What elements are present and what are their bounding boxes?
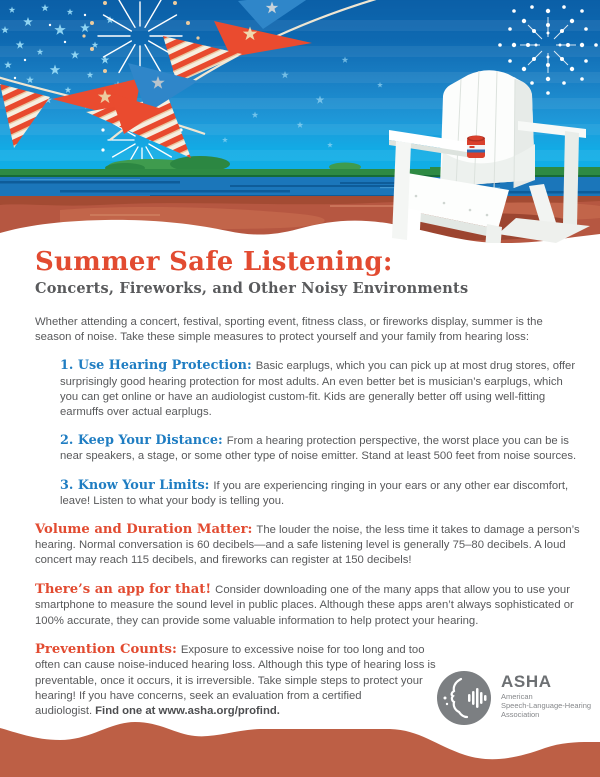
tip-text: From a hearing protection perspective, the worst place you can be is near speakers, a stage, or some other type of noise emitter. Stand at least 500 feet from noise sources. <box>60 435 577 463</box>
tip-know-your-limits <box>60 478 577 509</box>
tip-use-hearing-protection <box>60 358 577 420</box>
page-subtitle: Concerts, Fireworks, and Other Noisy Environments <box>35 280 469 297</box>
section-label: Prevention Counts: <box>35 642 177 658</box>
tip-text: If you are experiencing ringing in your ears or any other ear discomfort, leave! Listen to what your body is telling you. <box>60 479 569 507</box>
asha-logo-icon <box>436 670 492 726</box>
beach <box>0 196 600 243</box>
intro-paragraph: Whether attending a concert, festival, sporting event, fitness class, or fireworks display, summer is the season of noise. Take these simple measures to protect yourself and your family from hearing loss: <box>35 316 543 344</box>
tip-label: 3. Know Your Limits: <box>60 477 210 493</box>
soda-can <box>467 136 485 159</box>
section-text: Consider downloading one of the many apps that allow you to use your smartphone to measure the sound level in public places. Although these apps aren’t always sophisticated or 100% accurate, they can provide some valuable information to help protect your hearing. <box>35 584 574 627</box>
asha-logo-text <box>501 670 591 719</box>
footer-wave <box>0 720 600 777</box>
tip-text: Basic earplugs, which you can pick up at most drug stores, offer surprisingly good hearing protection for most adults. An even better bet is musician’s earplugs, which you can get online or have an audiologist custom-fit. Kids are generally better off using well-fitting earmuffs over actual earplugs. <box>60 360 576 419</box>
tips-list <box>60 358 577 509</box>
section-text: The louder the noise, the less time it takes to damage a person’s hearing. Normal conversation is 60 decibels—and a safe listening level is generally 75–80 decibels. A loud concert may reach 115 decibels, and fireworks can register at 150 decibels! <box>35 524 580 567</box>
profind-link[interactable]: Find one at www.asha.org/profind. <box>95 705 280 718</box>
flyer-content <box>35 247 580 719</box>
asha-acronym: ASHA <box>501 672 552 691</box>
tip-label: 1. Use Hearing Protection: <box>60 358 252 374</box>
section-volume-duration <box>35 522 580 569</box>
asha-logo <box>436 670 591 726</box>
section-prevention <box>35 642 440 719</box>
section-text: Exposure to excessive noise for too long and too often can cause noise-induced hearing loss. Although this type of hearing loss is preventable, once it occurs, it is irreversible. Take simple steps to protect your hearing! If you have concerns, seek an evaluation from a certified audiologist. <box>35 644 436 718</box>
page-title: Summer Safe Listening: <box>35 247 393 277</box>
section-label: Volume and Duration Matter: <box>35 522 253 538</box>
tip-label: 2. Keep Your Distance: <box>60 433 223 449</box>
tip-keep-your-distance <box>60 433 577 464</box>
section-app <box>35 582 580 629</box>
asha-org-name: American Speech-Language-Hearing Association <box>501 692 592 719</box>
section-label: There’s an app for that! <box>35 582 212 598</box>
beach-illustration <box>0 0 600 243</box>
